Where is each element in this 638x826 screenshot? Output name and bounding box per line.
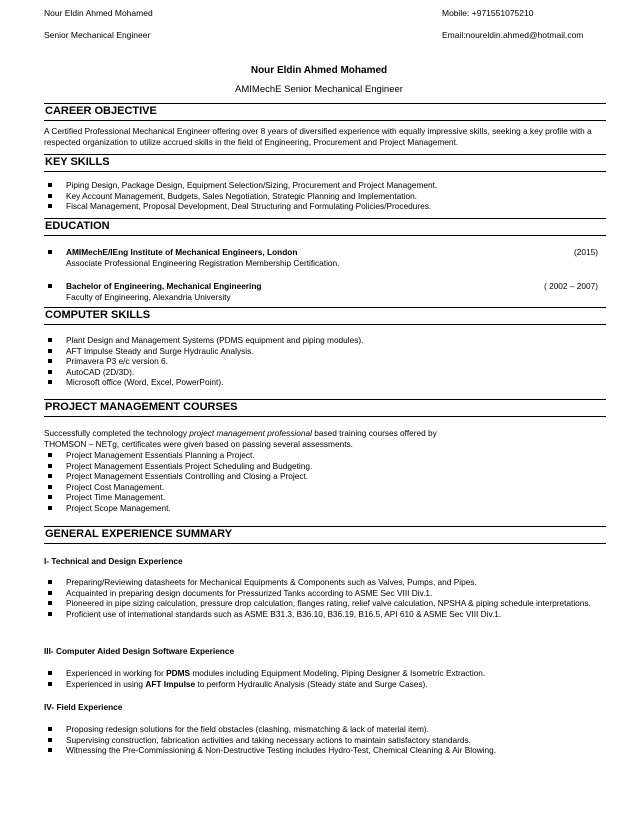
section-career-objective: CAREER OBJECTIVE [44, 103, 606, 121]
bullet-icon [48, 612, 52, 616]
list-item: Witnessing the Pre-Commissioning & Non-Destructive Testing includes Hydro-Test, Chemical Cleaning & Air Blowing. [44, 745, 602, 756]
bullet-icon [48, 250, 52, 254]
list-item: Pioneered in pipe sizing calculation, pressure drop calculation, flanges rating, relief valve calculation, NPSHA & piping schedule interpretations. [44, 598, 602, 609]
key-skills-list [44, 180, 602, 212]
bullet-icon [48, 359, 52, 363]
education-detail: Faculty of Engineering, Alexandria University [66, 291, 231, 302]
section-computer-skills: COMPUTER SKILLS [44, 307, 606, 325]
list-item: Experienced in using AFT Impulse to perform Hydraulic Analysis (Steady state and Surge Cases). [44, 679, 602, 690]
list-item: Plant Design and Management Systems (PDMS equipment and piping modules). [44, 335, 602, 346]
bullet-icon [48, 464, 52, 468]
list-item: AFT Impulse Steady and Surge Hydraulic Analysis. [44, 346, 602, 357]
header-mobile: Mobile: +971551075210 [442, 8, 534, 18]
list-item: Key Account Management, Budgets, Sales Negotiation, Strategic Planning and Implementation. [44, 191, 602, 202]
bullet-icon [48, 194, 52, 198]
list-item: Project Time Management. [44, 492, 602, 503]
section-key-skills: KEY SKILLS [44, 154, 606, 172]
bullet-icon [48, 204, 52, 208]
bullet-icon [48, 485, 52, 489]
list-item: Proficient use of international standards such as ASME B31.3, B36.10, B36.19, B16.5, API 610 & ASME Sec VIII Div.1. [44, 609, 602, 620]
bullet-icon [48, 284, 52, 288]
bullet-icon [48, 380, 52, 384]
list-item: Preparing/Reviewing datasheets for Mechanical Equipments & Components such as Valves, Pumps, and Pipes. [44, 577, 602, 588]
bullet-icon [48, 338, 52, 342]
bullet-icon [48, 671, 52, 675]
bullet-icon [48, 738, 52, 742]
education-item [44, 281, 602, 302]
education-detail: Associate Professional Engineering Registration Membership Certification. [66, 257, 340, 268]
list-item: AutoCAD (2D/3D). [44, 367, 602, 378]
list-item: Project Scope Management. [44, 503, 602, 514]
technical-experience-list [44, 577, 602, 619]
pm-courses-intro: Successfully completed the technology project management professional based training courses offered by THOMSON – NETg, certificates were given based on passing several assessments. [44, 428, 437, 449]
bullet-icon [48, 748, 52, 752]
cad-experience-list [44, 668, 602, 689]
education-year: (2015) [574, 247, 598, 257]
computer-skills-list [44, 335, 602, 388]
bullet-icon [48, 727, 52, 731]
list-item: Supervising construction, fabrication activities and taking necessary actions to maintain satisfactory standards. [44, 735, 602, 746]
bullet-icon [48, 506, 52, 510]
education-list-2 [44, 281, 602, 302]
list-item: Microsoft office (Word, Excel, PowerPoint). [44, 377, 602, 388]
list-item: Project Management Essentials Planning a Project. [44, 450, 602, 461]
list-item: Acquainted in preparing design documents for Pressurized Tanks according to ASME Sec VIII Div.1. [44, 588, 602, 599]
list-item: Project Management Essentials Controlling and Closing a Project. [44, 471, 602, 482]
list-item: Fiscal Management, Proposal Development, Deal Structuring and Formulating Policies/Procedures. [44, 201, 602, 212]
bullet-icon [48, 591, 52, 595]
bullet-icon [48, 474, 52, 478]
section-pm-courses: PROJECT MANAGEMENT COURSES [44, 399, 606, 417]
list-item: Project Management Essentials Project Scheduling and Budgeting. [44, 461, 602, 472]
list-item: Primavera P3 e/c version 6. [44, 356, 602, 367]
bullet-icon [48, 580, 52, 584]
pm-courses-list [44, 450, 602, 514]
list-item: Piping Design, Package Design, Equipment Selection/Sizing, Procurement and Project Management. [44, 180, 602, 191]
section-education: EDUCATION [44, 218, 606, 236]
list-item: Proposing redesign solutions for the field obstacles (clashing, mismatching & lack of material item). [44, 724, 602, 735]
section-experience: GENERAL EXPERIENCE SUMMARY [44, 526, 606, 544]
experience-subheading: I- Technical and Design Experience [44, 556, 183, 566]
bullet-icon [48, 601, 52, 605]
bullet-icon [48, 453, 52, 457]
header-name: Nour Eldin Ahmed Mohamed [44, 8, 153, 18]
resume-subtitle: AMIMechE Senior Mechanical Engineer [235, 84, 403, 95]
bullet-icon [48, 349, 52, 353]
education-list [44, 247, 602, 268]
education-title: Bachelor of Engineering, Mechanical Engineering [66, 281, 262, 291]
field-experience-list [44, 724, 602, 756]
experience-subheading: IV- Field Experience [44, 702, 123, 712]
bullet-icon [48, 370, 52, 374]
header-title: Senior Mechanical Engineer [44, 30, 151, 40]
career-objective-text: A Certified Professional Mechanical Engineer offering over 8 years of diversified experience with equally impressive skills, seeking a key profile with a respected organization to utilize accrued skills in the field of Engineering, Procurement and Project Management. [44, 126, 592, 147]
bullet-icon [48, 183, 52, 187]
experience-subheading: III- Computer Aided Design Software Experience [44, 646, 235, 656]
bullet-icon [48, 682, 52, 686]
education-item [44, 247, 602, 268]
resume-name: Nour Eldin Ahmed Mohamed [250, 65, 388, 76]
header-email: Email:noureldin.ahmed@hotmail.com [442, 30, 584, 40]
education-year: ( 2002 – 2007) [544, 281, 598, 291]
list-item: Project Cost Management. [44, 482, 602, 493]
education-title: AMIMechE/IEng Institute of Mechanical Engineers, London [66, 247, 298, 257]
list-item: Experienced in working for PDMS modules including Equipment Modeling, Piping Designer & Isometric Extraction. [44, 668, 602, 679]
bullet-icon [48, 495, 52, 499]
